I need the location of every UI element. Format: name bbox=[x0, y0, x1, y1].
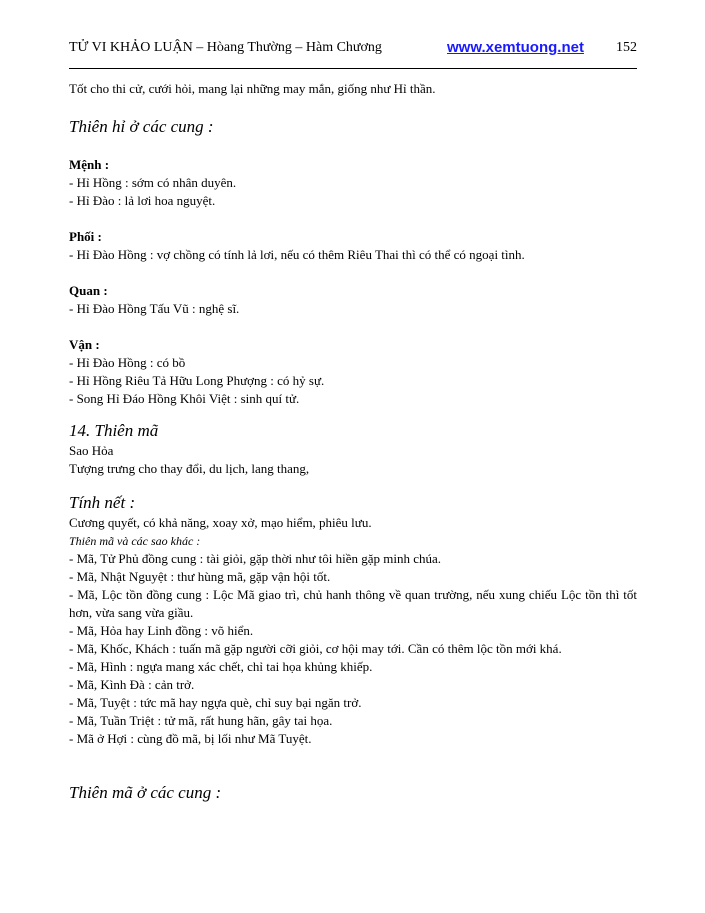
page-number: 152 bbox=[616, 40, 637, 55]
van-label: Vận : bbox=[69, 337, 100, 352]
list-item: - Mã, Nhật Nguyệt : thư hùng mã, gặp vận hội tốt. bbox=[69, 569, 331, 584]
list-item: - Hỉ Hồng Riêu Tả Hữu Long Phượng : có hỷ sự. bbox=[69, 373, 325, 388]
header-rule bbox=[69, 68, 637, 69]
section-heading: Tính nết : bbox=[69, 493, 136, 512]
list-item: - Hỉ Đào Hồng Tấu Vũ : nghệ sĩ. bbox=[69, 301, 240, 316]
list-item: - Mã, Tử Phủ đồng cung : tài giỏi, gặp thời như tôi hiền gặp minh chúa. bbox=[69, 551, 442, 566]
menh-label: Mệnh : bbox=[69, 157, 110, 172]
page-body bbox=[69, 80, 637, 804]
list-item: - Mã, Tuyệt : tức mã hay ngựa què, chỉ suy bại ngăn trở. bbox=[69, 695, 362, 710]
list-item: - Hỉ Đào Hồng : có bồ bbox=[69, 355, 186, 370]
list-item: - Hỉ Đào Hồng : vợ chồng có tính lả lơi, nếu có thêm Riêu Thai thì có thể có ngoại tình. bbox=[69, 247, 525, 262]
website-link[interactable]: www.xemtuong.net bbox=[447, 39, 584, 56]
text-line: Tượng trưng cho thay đổi, du lịch, lang thang, bbox=[69, 461, 310, 476]
text-line: Sao Hỏa bbox=[69, 443, 114, 458]
quan-label: Quan : bbox=[69, 283, 108, 298]
list-item: - Mã, Lộc tồn đồng cung : Lộc Mã giao trì, chủ hanh thông về quan trường, nếu xung chiếu Lộc tồn thì tốt hơn, vừa sang vừa giầu. bbox=[69, 587, 637, 620]
section-heading: 14. Thiên mã bbox=[69, 421, 159, 440]
header-title: TỬ VI KHẢO LUẬN – Hòang Thường – Hàm Chương bbox=[69, 40, 382, 55]
list-item: - Hỉ Đào : lả lơi hoa nguyệt. bbox=[69, 193, 216, 208]
subheading: Thiên mã và các sao khác : bbox=[69, 534, 201, 548]
section-heading: Thiên mã ở các cung : bbox=[69, 783, 222, 802]
list-item: - Mã, Hình : ngựa mang xác chết, chỉ tai họa khủng khiếp. bbox=[69, 659, 373, 674]
list-item: - Mã, Khốc, Khách : tuấn mã gặp người cỡi giỏi, cơ hội may tới. Cần có thêm lộc tồn mới khá. bbox=[69, 641, 562, 656]
list-item: - Hỉ Hồng : sớm có nhân duyên. bbox=[69, 175, 237, 190]
section-heading: Thiên hỉ ở các cung : bbox=[69, 117, 214, 136]
list-item: - Mã, Hỏa hay Linh đồng : võ hiển. bbox=[69, 623, 254, 638]
list-item: - Song Hỉ Đáo Hồng Khôi Việt : sinh quí tử. bbox=[69, 391, 300, 406]
list-item: - Mã, Kình Đà : cản trở. bbox=[69, 677, 195, 692]
text-line: Cương quyết, có khả năng, xoay xở, mạo hiểm, phiêu lưu. bbox=[69, 515, 372, 530]
list-item: - Mã ở Hợi : cùng đồ mã, bị lối như Mã Tuyệt. bbox=[69, 731, 312, 746]
intro-line: Tốt cho thi cử, cưới hỏi, mang lại những may mắn, giống như Hỉ thần. bbox=[69, 81, 436, 96]
list-item: - Mã, Tuần Triệt : tử mã, rất hung hãn, gây tai họa. bbox=[69, 713, 333, 728]
phoi-label: Phối : bbox=[69, 229, 102, 244]
page-header bbox=[69, 40, 637, 62]
